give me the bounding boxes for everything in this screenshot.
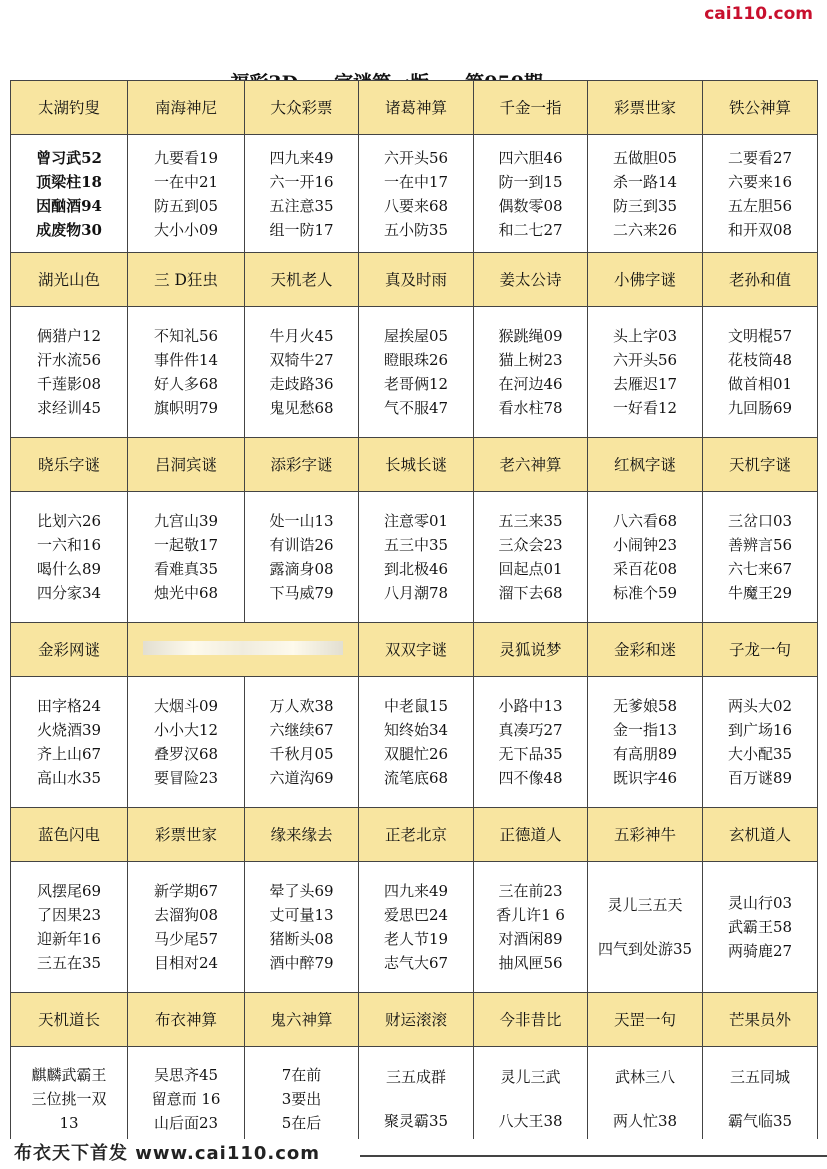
column-header: 金彩和迷 xyxy=(588,623,703,677)
riddle-line: 去雁迟17 xyxy=(612,375,678,393)
riddle-line: 瞪眼珠26 xyxy=(383,351,449,369)
column-header: 大众彩票 xyxy=(245,81,359,135)
riddle-row xyxy=(11,862,818,993)
column-header: 彩票世家 xyxy=(588,81,703,135)
riddle-line: 小小大12 xyxy=(153,721,219,739)
riddle-line: 注意零01 xyxy=(383,512,449,530)
riddle-line: 一起敬17 xyxy=(153,536,219,554)
riddle-cell xyxy=(588,677,703,808)
riddle-line: 溜下去68 xyxy=(498,584,563,602)
riddle-line: 一在中21 xyxy=(153,172,219,191)
riddle-line: 九宫山39 xyxy=(153,512,219,530)
column-header xyxy=(128,623,359,677)
riddle-cell xyxy=(359,677,474,808)
riddle-line: 有高朋89 xyxy=(612,745,678,763)
riddle-cell xyxy=(359,492,474,623)
riddle-cell xyxy=(128,135,245,253)
riddle-line: 五三来35 xyxy=(498,512,563,530)
column-header: 天机道长 xyxy=(11,993,128,1047)
riddle-line: 六开头56 xyxy=(612,351,678,369)
riddle-cell xyxy=(474,677,588,808)
riddle-cell xyxy=(703,307,818,438)
riddle-line: 防三到35 xyxy=(612,196,678,215)
column-header: 双双字谜 xyxy=(359,623,474,677)
riddle-line: 马少尾57 xyxy=(153,930,219,948)
riddle-line: 牛月火45 xyxy=(269,327,334,345)
riddle-line: 八大王38 xyxy=(498,1111,563,1130)
riddle-line: 无爹娘58 xyxy=(612,697,678,715)
riddle-line: 采百花08 xyxy=(612,560,678,578)
riddle-line: 风摆尾69 xyxy=(36,882,102,900)
riddle-line: 曾习武52 xyxy=(36,148,102,167)
riddle-line: 有训诰26 xyxy=(269,536,334,554)
riddle-cell xyxy=(359,135,474,253)
riddle-line: 六开头56 xyxy=(383,148,449,167)
riddle-line: 一在中17 xyxy=(383,172,449,191)
riddle-line: 爱思巴24 xyxy=(383,906,449,924)
riddle-line: 组一防17 xyxy=(269,220,334,239)
riddle-line: 抽风匣56 xyxy=(498,954,563,972)
riddle-line: 无下品35 xyxy=(498,745,563,763)
footer-text: 布衣天下首发 www.cai110.com xyxy=(14,1143,321,1164)
column-header: 晓乐字谜 xyxy=(11,438,128,492)
riddle-line: 六七来67 xyxy=(727,560,793,578)
riddle-line: 二六来26 xyxy=(612,220,678,239)
riddle-line: 露滴身08 xyxy=(269,560,334,578)
riddle-line: 猫上树23 xyxy=(498,351,563,369)
riddle-line: 防五到05 xyxy=(153,196,219,215)
riddle-line: 花枝筒48 xyxy=(727,351,793,369)
riddle-line: 真凑巧27 xyxy=(498,721,563,739)
riddle-line: 小闹钟23 xyxy=(612,536,678,554)
riddle-line: 灵山行03 xyxy=(727,894,793,912)
riddle-line: 好人多68 xyxy=(153,375,219,393)
riddle-line: 偶数零08 xyxy=(498,196,563,215)
riddle-cell xyxy=(703,492,818,623)
column-header: 五彩神牛 xyxy=(588,808,703,862)
riddle-line: 到广场16 xyxy=(727,721,793,739)
riddle-cell xyxy=(703,677,818,808)
column-header: 子龙一句 xyxy=(703,623,818,677)
footer-divider xyxy=(360,1155,827,1157)
riddle-line: 大小配35 xyxy=(727,745,793,763)
riddle-line: 二要看27 xyxy=(727,148,793,167)
riddle-line: 九回肠69 xyxy=(727,399,793,417)
column-header: 千金一指 xyxy=(474,81,588,135)
riddle-line: 武霸王58 xyxy=(727,918,793,936)
riddle-table xyxy=(10,80,818,1151)
riddle-cell xyxy=(128,862,245,993)
riddle-line: 因酗酒94 xyxy=(36,196,102,215)
riddle-cell xyxy=(474,307,588,438)
riddle-cell xyxy=(588,492,703,623)
riddle-line: 在河边46 xyxy=(498,375,563,393)
riddle-cell xyxy=(703,862,818,993)
riddle-row xyxy=(11,1047,818,1151)
cell-gap xyxy=(588,1089,702,1109)
riddle-line: 百万谜89 xyxy=(727,769,793,787)
riddle-line: 走歧路36 xyxy=(269,375,334,393)
riddle-line: 了因果23 xyxy=(36,906,102,924)
riddle-line: 喝什么89 xyxy=(36,560,102,578)
riddle-line: 事件件14 xyxy=(153,351,219,369)
header-row xyxy=(11,81,818,135)
column-header: 添彩字谜 xyxy=(245,438,359,492)
column-header: 吕洞宾谜 xyxy=(128,438,245,492)
riddle-line: 武林三八 xyxy=(614,1067,675,1086)
riddle-line: 六继续67 xyxy=(269,721,334,739)
riddle-line: 灵儿三武 xyxy=(500,1067,561,1086)
riddle-line: 顶梁柱18 xyxy=(36,172,102,191)
riddle-cell xyxy=(245,862,359,993)
riddle-line: 两头大02 xyxy=(727,697,793,715)
riddle-cell xyxy=(588,1047,703,1151)
column-header: 天罡一句 xyxy=(588,993,703,1047)
riddle-line: 目相对24 xyxy=(153,954,219,972)
riddle-line: 齐上山67 xyxy=(36,745,102,763)
riddle-line: 知终始34 xyxy=(383,721,449,739)
riddle-line: 鬼见愁68 xyxy=(269,399,334,417)
riddle-cell xyxy=(11,135,128,253)
riddle-line: 牛魔王29 xyxy=(727,584,793,602)
riddle-line: 老哥俩12 xyxy=(383,375,449,393)
riddle-line: 五左胆56 xyxy=(727,196,793,215)
riddle-line: 双犄牛27 xyxy=(269,351,334,369)
riddle-cell xyxy=(474,492,588,623)
riddle-line: 迎新年16 xyxy=(36,930,102,948)
riddle-line: 六道沟69 xyxy=(269,769,334,787)
column-header: 天机老人 xyxy=(245,253,359,307)
riddle-line: 俩猎户12 xyxy=(36,327,102,345)
riddle-line: 三五在35 xyxy=(36,954,102,972)
riddle-cell xyxy=(245,1047,359,1151)
riddle-line: 五注意35 xyxy=(269,196,334,215)
riddle-line: 既识字46 xyxy=(612,769,678,787)
riddle-line: 屋挨屋05 xyxy=(383,327,449,345)
riddle-line: 高山水35 xyxy=(36,769,102,787)
riddle-line: 要冒险23 xyxy=(153,769,219,787)
riddle-line: 两骑鹿27 xyxy=(727,942,793,960)
column-header: 红枫字谜 xyxy=(588,438,703,492)
riddle-cell xyxy=(128,492,245,623)
column-header: 太湖钓叟 xyxy=(11,81,128,135)
riddle-line: 和二七27 xyxy=(498,220,563,239)
riddle-line: 做首相01 xyxy=(727,375,793,393)
riddle-line: 一六和16 xyxy=(36,536,102,554)
column-header: 灵狐说梦 xyxy=(474,623,588,677)
riddle-line: 三五成群 xyxy=(385,1067,446,1086)
column-header: 天机字谜 xyxy=(703,438,818,492)
riddle-line: 杀一路14 xyxy=(612,172,678,191)
riddle-cell xyxy=(11,677,128,808)
blurred-header xyxy=(143,641,343,655)
column-header: 芒果员外 xyxy=(703,993,818,1047)
riddle-line: 汗水流56 xyxy=(36,351,102,369)
riddle-line: 灵儿三五天 xyxy=(607,896,683,914)
riddle-cell xyxy=(703,135,818,253)
riddle-line: 去溜狗08 xyxy=(153,906,219,924)
column-header: 姜太公诗 xyxy=(474,253,588,307)
riddle-line: 晕了头69 xyxy=(269,882,334,900)
riddle-line: 善辨言56 xyxy=(727,536,793,554)
riddle-line: 八要来68 xyxy=(383,196,449,215)
header-row xyxy=(11,808,818,862)
riddle-line: 两人忙38 xyxy=(612,1111,678,1130)
riddle-line: 千莲影08 xyxy=(36,375,102,393)
riddle-line: 吴思齐45 xyxy=(153,1065,219,1084)
riddle-line: 四分家34 xyxy=(36,584,102,602)
column-header: 老孙和值 xyxy=(703,253,818,307)
riddle-line: 小路中13 xyxy=(498,697,563,715)
riddle-line: 叠罗汉68 xyxy=(153,745,219,763)
riddle-cell xyxy=(245,307,359,438)
riddle-line: 志气大67 xyxy=(383,954,449,972)
riddle-line: 八月潮78 xyxy=(383,584,449,602)
riddle-line: 山后面23 xyxy=(153,1113,219,1132)
column-header: 金彩网谜 xyxy=(11,623,128,677)
riddle-line: 旗帜明79 xyxy=(153,399,219,417)
riddle-line: 对酒闲89 xyxy=(498,930,563,948)
riddle-line: 求经训45 xyxy=(36,399,102,417)
riddle-line: 五做胆05 xyxy=(612,148,678,167)
riddle-cell xyxy=(474,135,588,253)
site-logo: cai110.com xyxy=(704,4,813,24)
riddle-line: 麒麟武霸王 xyxy=(31,1065,107,1084)
riddle-cell xyxy=(359,862,474,993)
riddle-line: 处一山13 xyxy=(269,512,334,530)
column-header: 鬼六神算 xyxy=(245,993,359,1047)
riddle-cell xyxy=(11,1047,128,1151)
riddle-line: 五三中35 xyxy=(383,536,449,554)
column-header: 真及时雨 xyxy=(359,253,474,307)
riddle-line: 防一到15 xyxy=(498,172,563,191)
header-row xyxy=(11,993,818,1047)
column-header: 正老北京 xyxy=(359,808,474,862)
riddle-cell xyxy=(474,1047,588,1151)
riddle-cell xyxy=(359,1047,474,1151)
riddle-line: 三在前23 xyxy=(498,882,563,900)
riddle-line: 八六看68 xyxy=(612,512,678,530)
riddle-line: 回起点01 xyxy=(498,560,563,578)
column-header: 财运滚滚 xyxy=(359,993,474,1047)
header-row xyxy=(11,623,818,677)
riddle-line: 文明棍57 xyxy=(727,327,793,345)
riddle-cell xyxy=(11,862,128,993)
footer xyxy=(0,1139,827,1169)
column-header: 三 D狂虫 xyxy=(128,253,245,307)
riddle-line: 3要出 xyxy=(281,1089,322,1108)
riddle-line: 流笔底68 xyxy=(383,769,449,787)
riddle-line: 四六胆46 xyxy=(498,148,563,167)
riddle-line: 新学期67 xyxy=(153,882,219,900)
riddle-line: 大小小09 xyxy=(153,220,219,239)
riddle-line: 成废物30 xyxy=(36,220,102,239)
riddle-line: 气不服47 xyxy=(383,399,449,417)
riddle-line: 千秋月05 xyxy=(269,745,334,763)
riddle-line: 双腿忙26 xyxy=(383,745,449,763)
column-header: 南海神尼 xyxy=(128,81,245,135)
column-header: 布衣神算 xyxy=(128,993,245,1047)
riddle-cell xyxy=(245,135,359,253)
riddle-line: 四九来49 xyxy=(383,882,449,900)
cell-gap xyxy=(359,1089,473,1109)
riddle-cell xyxy=(245,677,359,808)
riddle-line: 丈可量13 xyxy=(269,906,334,924)
riddle-line: 中老鼠15 xyxy=(383,697,449,715)
riddle-line: 聚灵霸35 xyxy=(383,1111,449,1130)
cell-gap xyxy=(703,1089,817,1109)
riddle-line: 7在前 xyxy=(281,1065,322,1084)
riddle-line: 头上字03 xyxy=(612,327,678,345)
column-header: 老六神算 xyxy=(474,438,588,492)
riddle-line: 猴跳绳09 xyxy=(498,327,563,345)
riddle-cell xyxy=(128,1047,245,1151)
riddle-line: 金一指13 xyxy=(612,721,678,739)
riddle-line: 看难真35 xyxy=(153,560,219,578)
header-row xyxy=(11,438,818,492)
riddle-row xyxy=(11,135,818,253)
riddle-cell xyxy=(11,492,128,623)
riddle-line: 五小防35 xyxy=(383,220,449,239)
riddle-cell xyxy=(11,307,128,438)
riddle-cell xyxy=(474,862,588,993)
riddle-line: 六要来16 xyxy=(727,172,793,191)
column-header: 彩票世家 xyxy=(128,808,245,862)
riddle-cell xyxy=(588,135,703,253)
riddle-line: 四不像48 xyxy=(498,769,563,787)
cell-gap xyxy=(588,917,702,937)
riddle-line: 三位挑一双 xyxy=(31,1089,107,1108)
riddle-row xyxy=(11,307,818,438)
column-header: 铁公神算 xyxy=(703,81,818,135)
riddle-line: 九要看19 xyxy=(153,148,219,167)
riddle-line: 标准个59 xyxy=(612,584,678,602)
riddle-line: 猪断头08 xyxy=(269,930,334,948)
column-header: 蓝色闪电 xyxy=(11,808,128,862)
header-row xyxy=(11,253,818,307)
riddle-line: 和开双08 xyxy=(727,220,793,239)
riddle-line: 火烧酒39 xyxy=(36,721,102,739)
column-header: 缘来缘去 xyxy=(245,808,359,862)
riddle-cell xyxy=(359,307,474,438)
riddle-cell xyxy=(128,307,245,438)
riddle-line: 比划六26 xyxy=(36,512,102,530)
riddle-line: 三岔口03 xyxy=(727,512,793,530)
riddle-line: 一好看12 xyxy=(612,399,678,417)
riddle-line: 香儿许1 6 xyxy=(496,906,565,924)
riddle-line: 四九来49 xyxy=(269,148,334,167)
riddle-line: 下马威79 xyxy=(269,584,334,602)
riddle-line: 三五同城 xyxy=(729,1067,790,1086)
riddle-cell xyxy=(245,492,359,623)
column-header: 长城长谜 xyxy=(359,438,474,492)
riddle-row xyxy=(11,492,818,623)
riddle-line: 三众会23 xyxy=(498,536,563,554)
riddle-cell xyxy=(588,307,703,438)
column-header: 诸葛神算 xyxy=(359,81,474,135)
riddle-line: 到北极46 xyxy=(383,560,449,578)
riddle-line: 大烟斗09 xyxy=(153,697,219,715)
riddle-cell xyxy=(128,677,245,808)
riddle-cell xyxy=(703,1047,818,1151)
riddle-cell xyxy=(588,862,703,993)
riddle-line: 老人节19 xyxy=(383,930,449,948)
cell-gap xyxy=(474,1089,587,1109)
riddle-line: 酒中醉79 xyxy=(269,954,334,972)
riddle-line: 5在后 xyxy=(281,1113,322,1132)
riddle-line: 留意而 16 xyxy=(151,1089,221,1108)
column-header: 湖光山色 xyxy=(11,253,128,307)
column-header: 玄机道人 xyxy=(703,808,818,862)
riddle-line: 田字格24 xyxy=(36,697,102,715)
riddle-line: 霸气临35 xyxy=(727,1111,793,1130)
riddle-line: 六一开16 xyxy=(269,172,334,191)
riddle-line: 四气到处游35 xyxy=(597,940,693,958)
riddle-row xyxy=(11,677,818,808)
riddle-line: 看水柱78 xyxy=(498,399,563,417)
riddle-line: 不知礼56 xyxy=(153,327,219,345)
column-header: 今非昔比 xyxy=(474,993,588,1047)
riddle-line: 13 xyxy=(59,1113,79,1132)
riddle-line: 万人欢38 xyxy=(269,697,334,715)
column-header: 正德道人 xyxy=(474,808,588,862)
riddle-line: 烛光中68 xyxy=(153,584,219,602)
column-header: 小佛字谜 xyxy=(588,253,703,307)
